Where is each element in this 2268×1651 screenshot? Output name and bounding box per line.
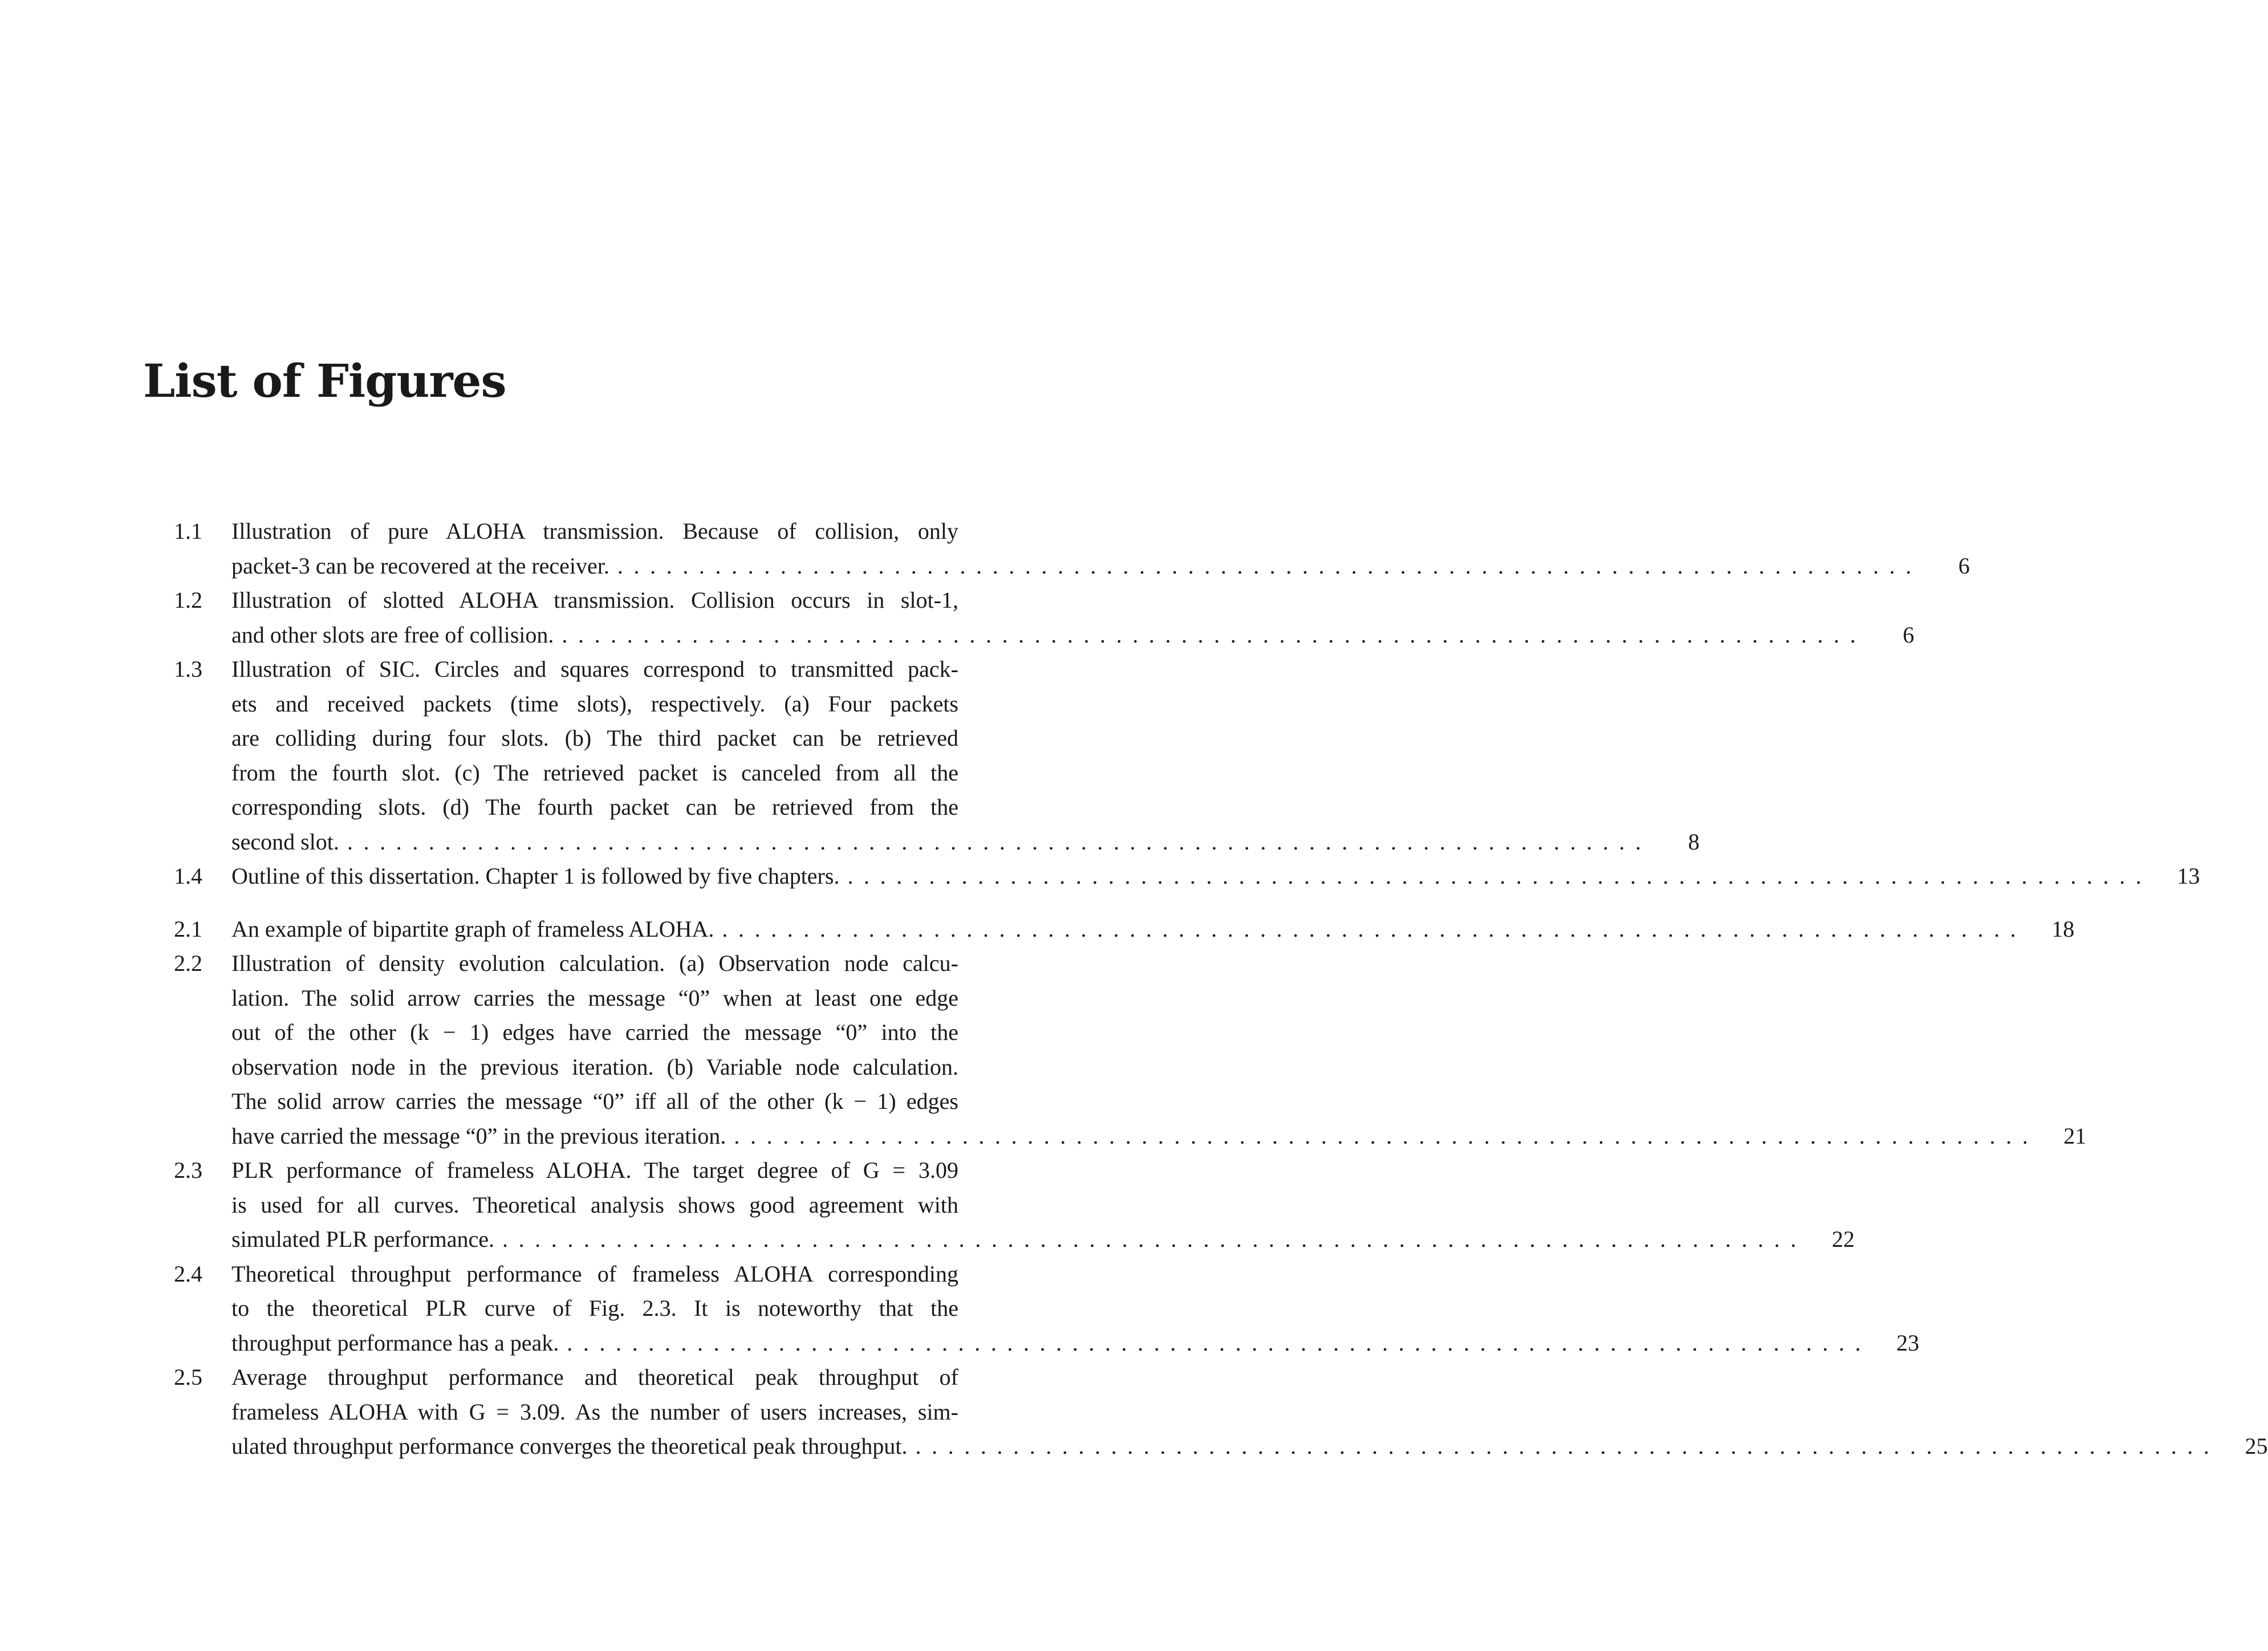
figure-number: 2.5 xyxy=(174,1364,202,1390)
dot-leader: ................................................................................ xyxy=(567,1329,1872,1356)
figure-number: 2.3 xyxy=(174,1157,202,1183)
figure-number: 1.3 xyxy=(174,656,202,682)
figure-caption-line: Illustration of SIC. Circles and squares correspond to transmitted pack- xyxy=(231,656,958,682)
figure-caption-last-line: have carried the message “0” in the previous iteration. xyxy=(231,1123,726,1149)
figure-caption-line: observation node in the previous iteration. (b) Variable node calculation. xyxy=(231,1054,958,1080)
page-number[interactable]: 13 xyxy=(2177,863,2200,889)
list-of-figures xyxy=(174,514,2268,1464)
page-number[interactable]: 6 xyxy=(1958,552,1970,579)
figure-caption-line: are colliding during four slots. (b) The third packet can be retrieved xyxy=(231,725,958,751)
page-number[interactable]: 22 xyxy=(1831,1226,1855,1252)
page-number[interactable]: 21 xyxy=(2063,1123,2087,1149)
figure-caption-line: is used for all curves. Theoretical analysis shows good agreement with xyxy=(231,1192,958,1218)
figure-number: 2.4 xyxy=(174,1260,202,1287)
dot-leader: ................................................................................ xyxy=(502,1226,1807,1252)
figure-caption-line: out of the other (k − 1) edges have carried the message “0” into the xyxy=(231,1019,958,1045)
figure-entry[interactable] xyxy=(174,946,2087,1153)
figure-number: 1.4 xyxy=(174,863,202,889)
dot-leader: ................................................................................ xyxy=(734,1123,2039,1149)
figure-entry[interactable] xyxy=(174,1360,2268,1464)
figure-entry[interactable] xyxy=(174,514,1970,583)
figure-caption-last-line: Outline of this dissertation. Chapter 1 is followed by five chapters. xyxy=(231,863,840,889)
figure-entry[interactable] xyxy=(174,859,2200,894)
dot-leader: ................................................................................ xyxy=(617,552,1922,579)
figure-caption-line: Illustration of density evolution calculation. (a) Observation node calcu- xyxy=(231,950,958,976)
page-number[interactable]: 6 xyxy=(1903,621,1915,648)
figure-caption-line: frameless ALOHA with G = 3.09. As the number of users increases, sim- xyxy=(231,1398,958,1425)
dot-leader: ................................................................................ xyxy=(847,863,2152,889)
figure-entry[interactable] xyxy=(174,1153,1855,1257)
dot-leader: ................................................................................ xyxy=(915,1433,2220,1459)
figure-caption-line: lation. The solid arrow carries the message “0” when at least one edge xyxy=(231,985,958,1011)
figure-entry[interactable] xyxy=(174,583,1915,652)
figure-caption-last-line: second slot. xyxy=(231,828,339,855)
dot-leader: ................................................................................ xyxy=(562,621,1867,648)
figure-number: 2.2 xyxy=(174,950,202,976)
page-number[interactable]: 18 xyxy=(2051,916,2075,942)
figure-caption-line: Illustration of slotted ALOHA transmission. Collision occurs in slot-1, xyxy=(231,587,958,613)
figure-caption-last-line: and other slots are free of collision. xyxy=(231,621,554,648)
dot-leader: ................................................................................ xyxy=(722,916,2027,942)
figure-caption-last-line: ulated throughput performance converges the theoretical peak throughput. xyxy=(231,1433,908,1459)
figure-caption-line: corresponding slots. (d) The fourth packet can be retrieved from the xyxy=(231,794,958,820)
figure-caption-line: to the theoretical PLR curve of Fig. 2.3. It is noteworthy that the xyxy=(231,1295,958,1321)
figure-caption-line: Theoretical throughput performance of frameless ALOHA corresponding xyxy=(231,1260,958,1287)
figure-entry[interactable] xyxy=(174,1257,1920,1361)
page-number[interactable]: 8 xyxy=(1688,828,1700,855)
figure-caption-line: The solid arrow carries the message “0” iff all of the other (k − 1) edges xyxy=(231,1088,958,1114)
figure-number: 2.1 xyxy=(174,916,202,942)
figure-caption-last-line: packet-3 can be recovered at the receiver. xyxy=(231,552,609,579)
figure-caption-line: from the fourth slot. (c) The retrieved packet is canceled from all the xyxy=(231,759,958,786)
figure-caption-last-line: An example of bipartite graph of frameless ALOHA. xyxy=(231,916,714,942)
page-number[interactable]: 25 xyxy=(2245,1433,2268,1459)
figure-caption-line: Illustration of pure ALOHA transmission. Because of collision, only xyxy=(231,518,958,544)
figure-entry[interactable] xyxy=(174,912,2075,947)
figure-caption-line: ets and received packets (time slots), respectively. (a) Four packets xyxy=(231,690,958,717)
dot-leader: ................................................................................ xyxy=(347,828,1652,855)
figure-number: 1.2 xyxy=(174,587,202,613)
figure-caption-last-line: simulated PLR performance. xyxy=(231,1226,494,1252)
figure-caption-line: Average throughput performance and theoretical peak throughput of xyxy=(231,1364,958,1390)
figure-entry[interactable] xyxy=(174,652,1700,859)
figure-caption-last-line: throughput performance has a peak. xyxy=(231,1329,559,1356)
figure-number: 1.1 xyxy=(174,518,202,544)
figure-caption-line: PLR performance of frameless ALOHA. The target degree of G = 3.09 xyxy=(231,1157,958,1183)
page-number[interactable]: 23 xyxy=(1896,1329,1920,1356)
page-title: List of Figures xyxy=(143,354,506,408)
